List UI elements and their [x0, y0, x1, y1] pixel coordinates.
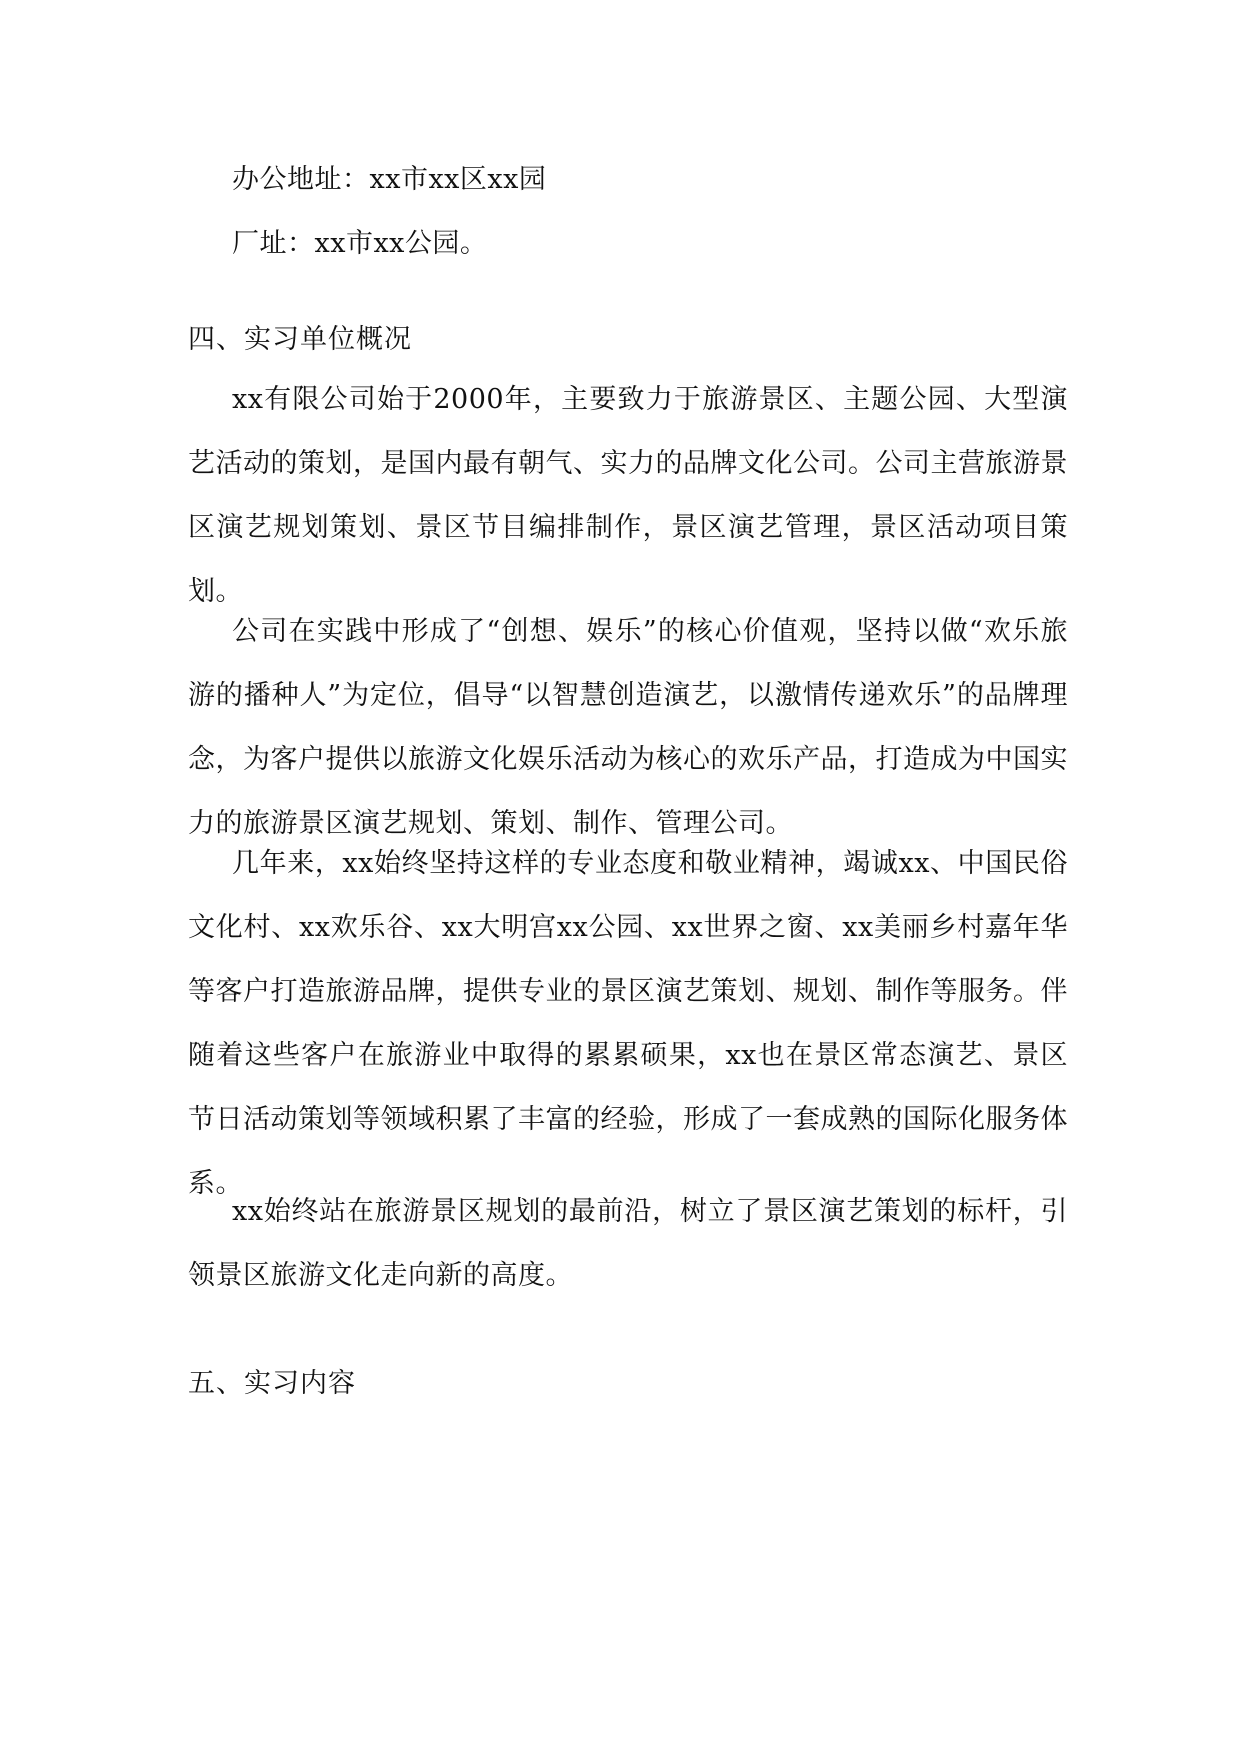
paragraph-core-values: 公司在实践中形成了“创想、娱乐”的核心价值观，坚持以做“欢乐旅游的播种人”为定位，倡导“以智慧创造演艺，以激情传递欢乐”的品牌理念，为客户提供以旅游文化娱乐活动为核心的欢乐产品，打造成为中国实力的旅游景区演艺规划、策划、制作、管理公司。 — [188, 616, 1068, 839]
office-address: 办公地址：xx市xx区xx园 — [232, 164, 547, 195]
factory-address: 厂址：xx市xx公园。 — [232, 228, 488, 259]
paragraph-company-intro: xx有限公司始于2000年，主要致力于旅游景区、主题公园、大型演艺活动的策划，是国内最有朝气、实力的品牌文化公司。公司主营旅游景区演艺规划策划、景区节目编排制作，景区演艺管理，景区活动项目策划。 — [188, 384, 1068, 607]
paragraph-leadership: xx始终站在旅游景区规划的最前沿，树立了景区演艺策划的标杆，引领景区旅游文化走向新的高度。 — [188, 1196, 1068, 1291]
section-heading-4: 四、实习单位概况 — [188, 324, 412, 355]
paragraph-clients: 几年来，xx始终坚持这样的专业态度和敬业精神，竭诚xx、中国民俗文化村、xx欢乐谷、xx大明宫xx公园、xx世界之窗、xx美丽乡村嘉年华等客户打造旅游品牌，提供专业的景区演艺策划、规划、制作等服务。伴随着这些客户在旅游业中取得的累累硕果，xx也在景区常态演艺、景区节日活动策划等领域积累了丰富的经验，形成了一套成熟的国际化服务体系。 — [188, 848, 1068, 1199]
section-heading-5: 五、实习内容 — [188, 1368, 356, 1399]
